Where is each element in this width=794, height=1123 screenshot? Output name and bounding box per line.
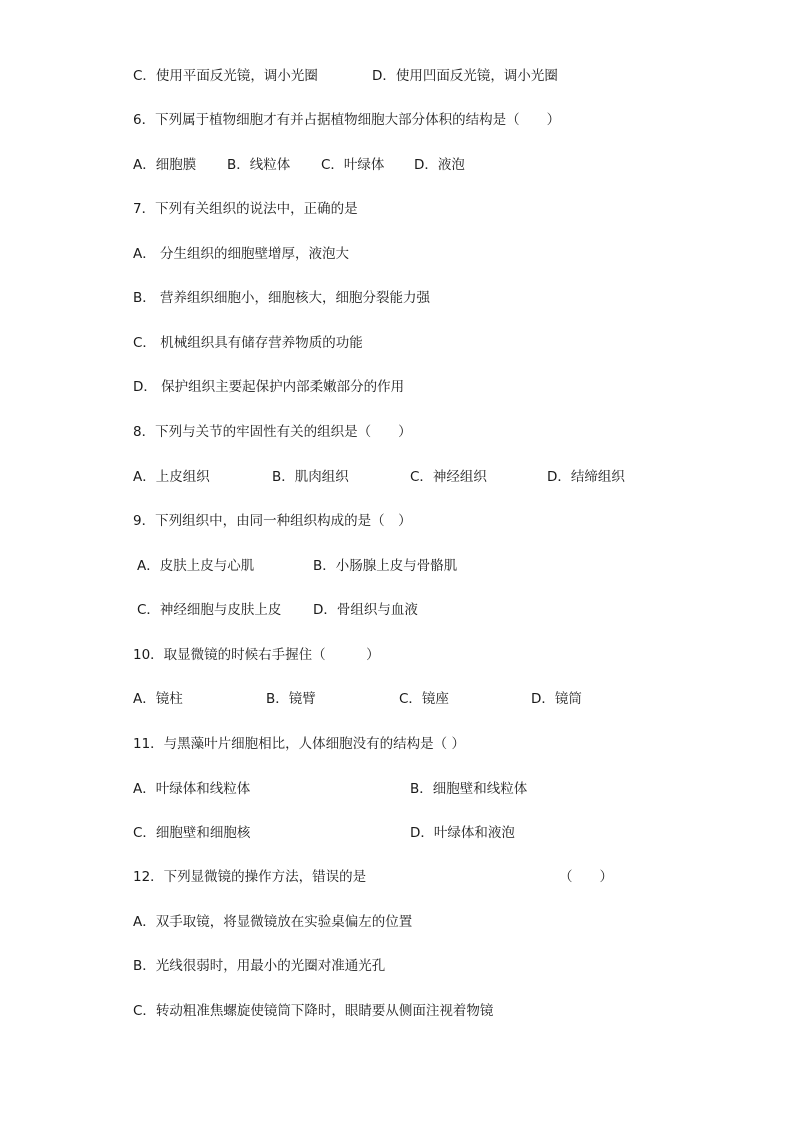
question-text: 9．下列组织中，由同一种组织构成的是（ ） (133, 513, 412, 529)
option-d: D．液泡 (414, 157, 465, 173)
option-d: D．结缔组织 (547, 469, 625, 485)
option-b: B．镜臂 (266, 691, 316, 707)
answer-blank: （ ） (559, 869, 613, 885)
option-b: B．光线很弱时，用最小的光圈对准通光孔 (133, 958, 386, 974)
option-b: B．小肠腺上皮与骨骼肌 (313, 558, 458, 574)
option-c: C．神经细胞与皮肤上皮 (137, 602, 282, 618)
option-b: B．肌肉组织 (272, 469, 349, 485)
option-c: C．神经组织 (410, 469, 487, 485)
option-b: B．线粒体 (227, 157, 291, 173)
option-c: C．叶绿体 (321, 157, 385, 173)
option-b: B． 营养组织细胞小，细胞核大，细胞分裂能力强 (133, 290, 431, 306)
option-a: A．镜柱 (133, 691, 183, 707)
question-text: 6．下列属于植物细胞才有并占据植物细胞大部分体积的结构是（ ） (133, 112, 561, 128)
option-d: D．使用凹面反光镜，调小光圈 (372, 68, 558, 84)
question-text: 12．下列显微镜的操作方法，错误的是 (133, 869, 367, 885)
option-a: A．皮肤上皮与心肌 (137, 558, 255, 574)
option-c: C．镜座 (399, 691, 449, 707)
option-c: C．使用平面反光镜，调小光圈 (133, 68, 318, 84)
option-c: C．转动粗准焦螺旋使镜筒下降时，眼睛要从侧面注视着物镜 (133, 1003, 494, 1019)
question-text: 11．与黑藻叶片细胞相比，人体细胞没有的结构是（ ） (133, 736, 465, 752)
option-d: D．叶绿体和液泡 (410, 825, 515, 841)
option-c: C． 机械组织具有储存营养物质的功能 (133, 335, 363, 351)
option-c: C．细胞壁和细胞核 (133, 825, 251, 841)
option-b: B．细胞壁和线粒体 (410, 781, 528, 797)
question-text: 7．下列有关组织的说法中，正确的是 (133, 201, 358, 217)
option-d: D．骨组织与血液 (313, 602, 418, 618)
question-text: 10．取显微镜的时候右手握住（ ） (133, 647, 380, 663)
question-text: 8．下列与关节的牢固性有关的组织是（ ） (133, 424, 412, 440)
option-a: A．细胞膜 (133, 157, 197, 173)
option-d: D． 保护组织主要起保护内部柔嫩部分的作用 (133, 379, 405, 395)
option-a: A．叶绿体和线粒体 (133, 781, 251, 797)
option-a: A．上皮组织 (133, 469, 210, 485)
option-a: A． 分生组织的细胞壁增厚，液泡大 (133, 246, 350, 262)
option-d: D．镜筒 (531, 691, 582, 707)
option-a: A．双手取镜，将显微镜放在实验桌偏左的位置 (133, 914, 413, 930)
